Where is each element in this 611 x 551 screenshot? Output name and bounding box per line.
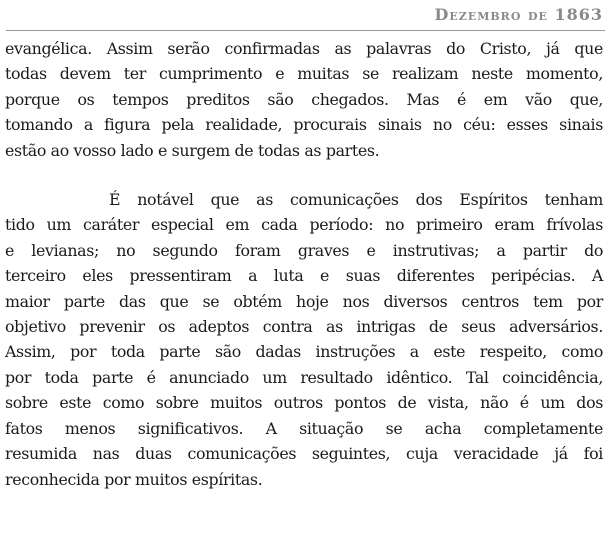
paragraph-line: reconhecida por muitos espíritas. [5,469,263,489]
paragraph-line: resumida nas duas comunicações seguintes, cuja veracidade já foi [5,444,603,464]
paragraph-line: porque os tempos preditos são chegados. Mas é em vão que, [5,89,603,109]
paragraph-gap [5,163,603,187]
paragraph-line: É notável que as comunicações dos Espíritos tenham [109,190,603,210]
paragraph-line: e levianas; no segundo foram graves e instrutivas; a partir do [5,240,603,260]
paragraph-line: fatos menos significativos. A situação se acha completamente [5,418,603,438]
body-text [5,36,603,492]
paragraph-line: maior parte das que se obtém hoje nos diversos centros tem por [5,291,603,311]
running-header-title: Dezembro de 1863 [434,5,603,24]
paragraph-line: Assim, por toda parte são dadas instruções a este respeito, como [5,342,603,362]
paragraph-line: evangélica. Assim serão confirmadas as palavras do Cristo, já que [5,39,603,58]
header-rule [6,30,605,31]
paragraph-line: tido um caráter especial em cada período: no primeiro eram frívolas [5,215,603,235]
paragraph-line: tomando a figura pela realidade, procurais sinais no céu: esses sinais [5,115,603,135]
paragraph-line: estão ao vosso lado e surgem de todas as partes. [5,140,380,160]
paragraph-2 [5,187,603,492]
paragraph-line: objetivo prevenir os adeptos contra as intrigas de seus adversários. [5,317,603,337]
paragraph-1 [5,36,603,163]
paragraph-line: por toda parte é anunciado um resultado idêntico. Tal coincidência, [5,367,603,387]
paragraph-line: terceiro eles pressentiram a luta e suas diferentes peripécias. A [5,266,603,286]
running-header [435,5,603,24]
paragraph-line: todas devem ter cumprimento e muitas se realizam neste momento, [5,64,603,84]
paragraph-line: sobre este como sobre muitos outros pontos de vista, não é um dos [5,393,603,413]
